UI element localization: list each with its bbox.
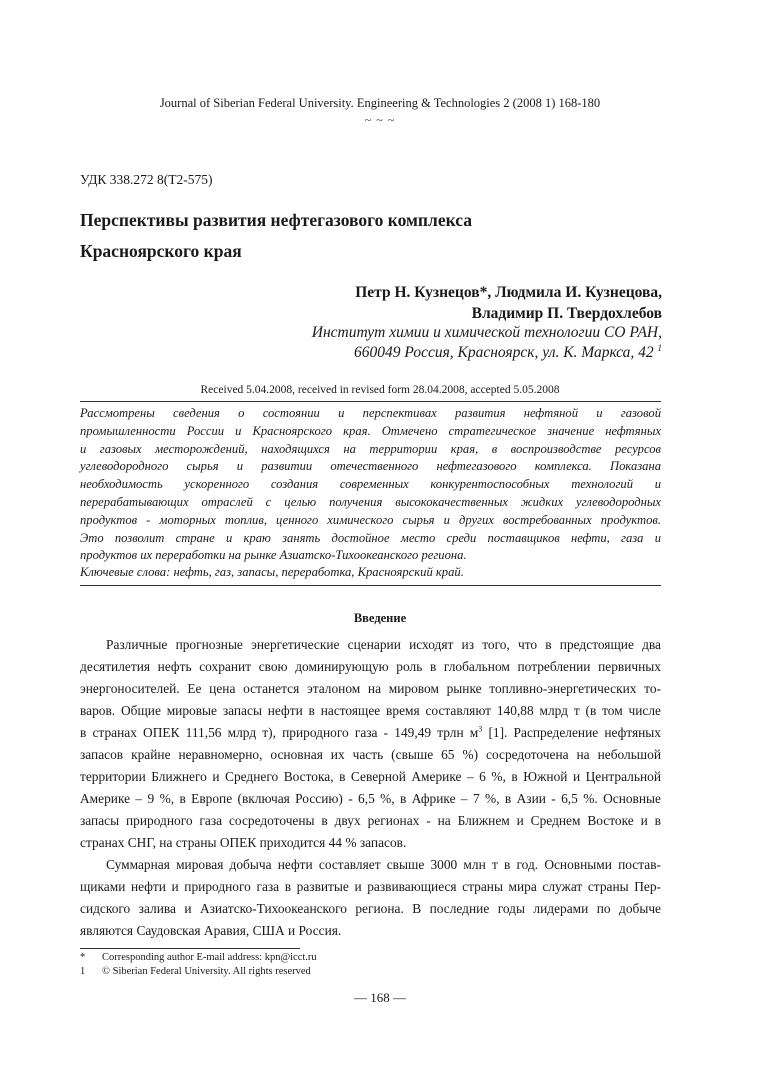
affiliation-marker: 1 — [657, 342, 662, 353]
body-text — [80, 634, 661, 942]
paragraph-line: территории Ближнего и Среднего Востока, в Северной Америке – 6 %, в Южной и Центральной — [80, 769, 661, 784]
paragraph-line: Америке – 9 %, в Европе (включая Россию) - 6,5 %, в Африке – 7 %, в Азии - 6,5 %. Основные — [80, 791, 661, 806]
page-number: — 168 — — [354, 990, 406, 1005]
paragraph-text: [1]. Распределение нефтяных — [482, 725, 661, 740]
paragraph-line: десятилетия нефть сохранит свою доминирующую роль в глобальном потреблении первичных — [80, 659, 661, 674]
abstract-line: продуктов - моторных топлив, ценного химического сырья и других востребованных продуктов. — [80, 512, 661, 527]
abstract-line: продуктов их переработки на рынке Азиатско-Тихоокеанского региона. — [80, 548, 467, 563]
abstract-bottom-rule — [80, 585, 661, 586]
paragraph-line: странах СНГ, на страны ОПЕК приходится 44 % запасов. — [80, 835, 407, 850]
abstract-line: промышленности России и Красноярского края. Отмечено стратегическое значение нефтяных — [80, 423, 661, 438]
footnote-marker: * — [80, 952, 86, 963]
abstract-line: Рассмотрены сведения о состоянии и перспективах развития нефтяной и газовой — [80, 406, 661, 420]
authors-line: Владимир П. Твердохлебов — [471, 305, 662, 322]
section-title: Введение — [353, 611, 407, 625]
paragraph-line: являются Саудовская Аравия, США и Россия. — [80, 923, 342, 938]
superscript: 3 — [478, 724, 483, 734]
footnote — [80, 965, 317, 979]
received-dates: Received 5.04.2008, received in revised form 28.04.2008, accepted 5.05.2008 — [200, 384, 560, 396]
affiliation — [312, 323, 662, 363]
paragraph-line: энергоносителей. Ее цена останется эталоном на мировом рынке топливно-энергетических то- — [80, 681, 661, 696]
article-title — [80, 205, 680, 267]
authors-line: Петр Н. Кузнецов*, Людмила И. Кузнецова, — [355, 284, 662, 301]
abstract — [80, 405, 661, 565]
paragraph-line: запасы природного газа сосредоточены в двух регионах - на Ближнем и Среднем Востоке и в — [80, 813, 661, 828]
paragraph-line: Различные прогнозные энергетические сценарии исходят из того, что в предстоящие два — [106, 637, 661, 652]
affiliation-line — [312, 343, 662, 363]
abstract-line: углеводородного сырья и развитии отечественного нефтегазового комплекса. Показана — [80, 459, 661, 474]
footnotes — [80, 951, 317, 979]
paragraph-line: запасов крайне неравномерно, основная их часть (свыше 65 %) сосредоточена на небольшой — [80, 747, 661, 762]
footnote-marker: 1 — [80, 966, 86, 977]
footnote-text: Corresponding author E-mail address: kpn@icct.ru — [102, 952, 317, 963]
abstract-line: Это позволит стране и краю занять достойное место среди поставщиков нефти, газа и — [80, 530, 661, 545]
udk-code: УДК 338.272 8(Т2-575) — [80, 172, 213, 187]
authors — [355, 282, 662, 324]
paragraph-line: Суммарная мировая добыча нефти составляет свыше 3000 млн т в год. Основными постав- — [106, 857, 661, 872]
title-line: Перспективы развития нефтегазового комплекса — [80, 210, 472, 230]
title-line: Красноярского края — [80, 241, 242, 261]
abstract-line: перерабатывающих отраслей с целью получения высококачественных жидких углеводородных — [80, 494, 661, 509]
footnote — [80, 951, 317, 965]
abstract-line: и газовых месторождений, находящихся на территории края, в воспроизводстве ресурсов — [80, 441, 661, 456]
journal-header: Journal of Siberian Federal University. Engineering & Technologies 2 (2008 1) 168-180 — [159, 96, 601, 110]
paragraph-line: щиками нефти и природного газа в развитые и развивающиеся страны мира служат страны Пер- — [80, 879, 661, 894]
footnote-rule — [80, 948, 300, 949]
header-separator: ~ ~ ~ — [364, 113, 396, 127]
abstract-line: необходимость ускоренного создания современных конкурентоспособных технологий и — [80, 477, 661, 492]
affiliation-address: 660049 Россия, Красноярск, ул. К. Маркса, 42 — [354, 344, 654, 361]
paragraph-line — [80, 722, 661, 744]
paragraph-line: сидского залива и Азиатско-Тихоокеанского региона. В последние годы лидерами по добыче — [80, 901, 661, 916]
abstract-top-rule — [80, 401, 661, 402]
paragraph-text: в странах ОПЕК 111,56 млрд т), природного газа - 149,49 трлн м — [80, 725, 479, 740]
paragraph-line: варов. Общие мировые запасы нефти в настоящее время составляют 140,88 млрд т (в том числе — [80, 703, 661, 718]
footnote-text: © Siberian Federal University. All rights reserved — [102, 966, 311, 977]
affiliation-line: Институт химии и химической технологии СО РАН, — [311, 324, 662, 341]
keywords: Ключевые слова: нефть, газ, запасы, переработка, Красноярский край. — [80, 565, 464, 579]
